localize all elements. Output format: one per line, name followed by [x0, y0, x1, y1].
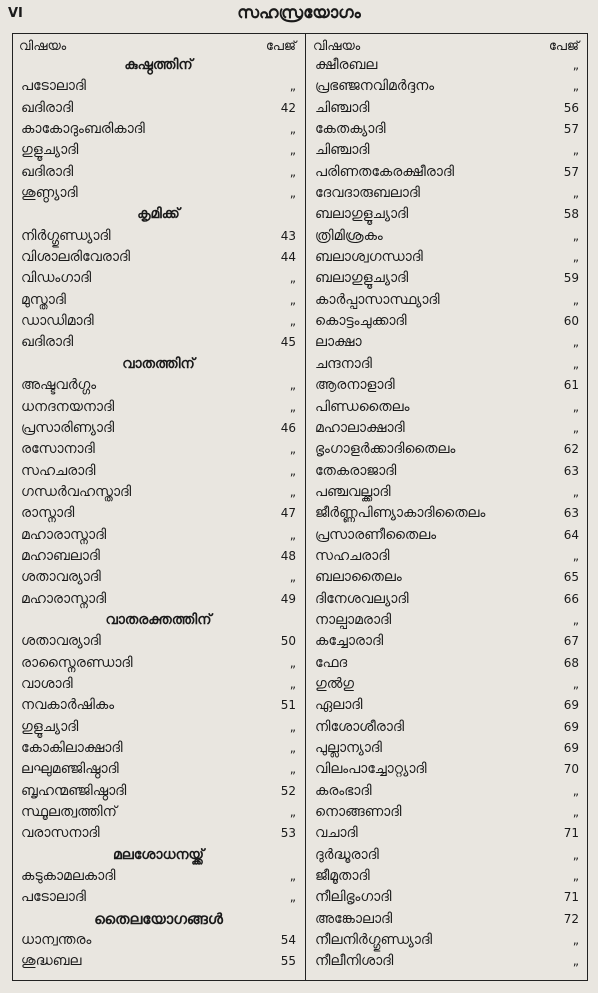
index-entry: [13, 461, 304, 482]
entry-name: ബലാശ്വഗന്ധാദി: [315, 249, 423, 266]
entry-name: കോകിലാക്ഷാദി: [21, 740, 123, 756]
entry-page: 69: [563, 698, 579, 713]
index-entry: [307, 823, 587, 844]
entry-name: നവകാർഷികം: [21, 697, 115, 714]
entry-name: ശതാവര്യാദി: [21, 569, 101, 586]
entry-name: ലഘുമഞ്ജിഷ്ഠാദി: [21, 761, 119, 778]
entry-name: നിർഗ്ഗുണ്ഡ്യാദി: [21, 227, 111, 244]
entry-name: മുസ്താദി: [21, 291, 66, 308]
entry-page: 71: [563, 890, 579, 905]
index-entry: [13, 823, 304, 844]
entry-page: 66: [563, 591, 579, 606]
section-heading: [13, 55, 304, 76]
index-entry: [307, 759, 587, 780]
entry-page: „: [289, 484, 296, 499]
entry-page: „: [289, 143, 296, 158]
entry-name: ഗന്ധർവഹസ്താദി: [21, 483, 132, 500]
entry-page: „: [572, 548, 579, 563]
entry-page: „: [572, 933, 579, 948]
entry-page: „: [289, 463, 296, 478]
entry-name: നീലിഭൃംഗാദി: [315, 889, 392, 906]
entry-name: ദുർദ്ധൂരാദി: [315, 846, 379, 863]
index-entry: [307, 461, 587, 482]
index-entry: [307, 866, 587, 887]
index-entry: [13, 247, 304, 268]
entry-name: കരംഭാദി: [315, 782, 372, 799]
entry-page: 68: [563, 655, 579, 670]
entry-page: „: [289, 869, 296, 884]
entry-name: രാസ്നൈരണ്ഡാദി: [21, 654, 133, 671]
entry-page: 72: [563, 911, 579, 926]
index-entry: [307, 55, 587, 76]
index-entry: [307, 98, 587, 119]
entry-page: 53: [280, 826, 296, 841]
entry-page: 63: [563, 463, 579, 478]
index-entry: [13, 482, 304, 503]
index-entry: [13, 930, 304, 951]
entry-page: 71: [563, 826, 579, 841]
index-entry: [13, 653, 304, 674]
entry-page: „: [572, 399, 579, 414]
entry-page: „: [289, 762, 296, 777]
entry-name: കച്ചോരാദി: [315, 633, 384, 650]
index-entry: [307, 204, 587, 225]
section-title: മലശോധനയ്ക്ക്: [112, 846, 204, 863]
entry-name: ഭൃംഗാളർക്കാദിതൈലം: [315, 441, 456, 458]
entry-name: ദിനേശവല്യാദി: [315, 590, 409, 607]
index-entry: [13, 375, 304, 396]
entry-page: „: [572, 847, 579, 862]
entry-name: പ്രസാരിണ്യാദി: [21, 419, 115, 436]
entry-page: „: [572, 186, 579, 201]
entry-page: „: [289, 442, 296, 457]
entry-name: ശുണ്ഠ്യാദി: [21, 185, 78, 202]
entry-page: „: [289, 399, 296, 414]
index-entry: [13, 162, 304, 183]
entry-name: ശുദ്ധബല: [21, 953, 82, 970]
entry-page: 61: [563, 378, 579, 393]
entry-name: പടോലാദി: [21, 889, 86, 906]
index-entry: [307, 162, 587, 183]
index-entry: [307, 695, 587, 716]
index-entry: [307, 439, 587, 460]
entry-name: കടുകാമലകാദി: [21, 868, 116, 885]
index-entry: [307, 354, 587, 375]
index-entry: [13, 140, 304, 161]
entry-page: 70: [563, 762, 579, 777]
entry-name: വരാസനാദി: [21, 825, 100, 842]
entry-name: രസോനാദി: [21, 441, 95, 458]
entry-name: ഏലാദി: [315, 697, 363, 714]
entry-page: „: [289, 186, 296, 201]
entry-page: „: [289, 527, 296, 542]
entry-page: „: [572, 143, 579, 158]
section-title: തൈലയോഗങ്ങൾ: [94, 909, 223, 928]
entry-name: മഹാലാക്ഷാദി: [315, 419, 405, 436]
entry-page: „: [572, 292, 579, 307]
entry-name: ഖദിരാദി: [21, 163, 74, 180]
index-entry: [13, 311, 304, 332]
entry-name: കേതക്യാദി: [315, 121, 386, 138]
index-entry: [13, 290, 304, 311]
entry-name: മഹാരാസ്നാദി: [21, 590, 107, 607]
entry-page: 64: [563, 527, 579, 542]
entry-page: „: [289, 378, 296, 393]
entry-page: „: [289, 271, 296, 286]
index-entry: [13, 397, 304, 418]
index-entry: [307, 268, 587, 289]
index-entry: [13, 951, 304, 972]
index-entry: [13, 546, 304, 567]
entry-name: പഞ്ചവല്ക്കാദി: [315, 483, 391, 500]
index-entry: [307, 610, 587, 631]
index-entry: [307, 738, 587, 759]
index-entry: [13, 738, 304, 759]
entry-page: 57: [563, 164, 579, 179]
entry-name: നീലനിർഗ്ഗുണ്ഡ്യാദി: [315, 932, 432, 949]
entry-name: സ്ഥൂലത്വത്തിന്: [21, 804, 117, 821]
entry-name: ബലാതൈലം: [315, 569, 402, 586]
entry-page: „: [289, 805, 296, 820]
right-rows: [307, 55, 587, 973]
index-entry: [13, 589, 304, 610]
entry-name: ധാന്വന്തരം: [21, 932, 92, 949]
index-entry: [13, 781, 304, 802]
entry-name: ശതാവര്യാദി: [21, 633, 101, 650]
entry-page: 58: [563, 207, 579, 222]
entry-page: „: [289, 890, 296, 905]
index-entry: [13, 695, 304, 716]
entry-name: ചന്ദനാദി: [315, 355, 372, 372]
entry-name: ചിഞ്ചാദി: [315, 142, 370, 159]
entry-page: „: [289, 79, 296, 94]
entry-name: ബലാഗുളൂച്യാദി: [315, 206, 409, 223]
index-entry: [13, 674, 304, 695]
entry-name: പടോലാദി: [21, 78, 86, 95]
entry-page: 56: [563, 100, 579, 115]
entry-page: „: [572, 612, 579, 627]
entry-page: „: [289, 655, 296, 670]
entry-name: വിഡംഗാദി: [21, 270, 92, 287]
entry-name: പിണ്ഡതൈലം: [315, 398, 410, 415]
entry-page: 65: [563, 570, 579, 585]
entry-page: „: [289, 292, 296, 307]
entry-page: „: [572, 783, 579, 798]
entry-page: „: [289, 719, 296, 734]
entry-name: നാല്പാമരാദി: [315, 611, 392, 628]
entry-name: ധനദനയനാദി: [21, 398, 115, 415]
index-entry: [13, 503, 304, 524]
index-entry: [307, 631, 587, 652]
index-entry: [307, 226, 587, 247]
index-entry: [13, 76, 304, 97]
entry-name: ആരനാളാദി: [315, 377, 395, 394]
index-entry: [307, 503, 587, 524]
index-entry: [13, 268, 304, 289]
entry-name: മഹാബലാദി: [21, 547, 100, 564]
entry-name: ഗുൽഗു: [315, 675, 355, 692]
entry-name: തേകരാജാദി: [315, 462, 397, 479]
index-entry: [13, 631, 304, 652]
entry-name: ബൃഹന്മഞ്ജിഷ്ഠാദി: [21, 782, 127, 799]
entry-page: „: [572, 484, 579, 499]
index-entry: [13, 717, 304, 738]
index-entry: [13, 226, 304, 247]
entry-name: നിശോശീരാദി: [315, 718, 405, 735]
index-entry: [13, 759, 304, 780]
entry-page: 52: [280, 783, 296, 798]
entry-name: ചിഞ്ചാദി: [315, 99, 370, 116]
entry-page: 59: [563, 271, 579, 286]
index-entry: [307, 183, 587, 204]
index-entry: [307, 930, 587, 951]
section-title: കൃമിക്ക്: [137, 206, 180, 223]
entry-name: വാശാദി: [21, 675, 73, 692]
section-title: കുഷ്ഠത്തിന്: [124, 57, 193, 73]
entry-name: ലാക്ഷാ: [315, 334, 362, 351]
entry-page: „: [289, 122, 296, 137]
index-entry: [307, 119, 587, 140]
entry-page: 50: [280, 634, 296, 649]
entry-page: 49: [280, 591, 296, 606]
entry-name: അഷ്ടവർഗ്ഗം: [21, 377, 97, 394]
entry-page: „: [289, 314, 296, 329]
entry-page: 67: [563, 634, 579, 649]
entry-page: 69: [563, 741, 579, 755]
index-entry: [307, 332, 587, 353]
entry-name: സഹചരാദി: [21, 462, 96, 479]
section-heading: [13, 909, 304, 930]
index-entry: [13, 418, 304, 439]
entry-name: വിശാലരിവേരാദി: [21, 249, 131, 266]
entry-name: മഹാരാസ്നാദി: [21, 526, 107, 543]
index-entry: [13, 439, 304, 460]
index-entry: [13, 866, 304, 887]
index-entry: [307, 802, 587, 823]
entry-page: „: [289, 676, 296, 691]
entry-page: „: [572, 869, 579, 884]
entry-name: ജീമൂതാദി: [315, 868, 370, 885]
entry-name: ഖദിരാദി: [21, 334, 74, 351]
index-entry: [13, 567, 304, 588]
entry-page: 43: [280, 228, 296, 243]
entry-name: ഗുളൂച്യാദി: [21, 718, 79, 735]
index-entry: [307, 290, 587, 311]
page-header: പേജ്: [548, 39, 579, 54]
entry-page: „: [572, 805, 579, 820]
entry-name: വിലംപാച്ചോറ്റ്യാദി: [315, 761, 427, 778]
entry-name: അങ്കോലാദി: [315, 910, 393, 927]
index-entry: [307, 845, 587, 866]
index-entry: [307, 781, 587, 802]
entry-page: 57: [563, 122, 579, 137]
entry-page: „: [289, 741, 296, 755]
entry-name: രാസ്നാദി: [21, 505, 75, 522]
index-entry: [13, 525, 304, 546]
index-table: [12, 33, 588, 981]
entry-page: 48: [280, 548, 296, 563]
index-entry: [307, 567, 587, 588]
subject-header: വിഷയം: [313, 39, 361, 54]
section-heading: [13, 845, 304, 866]
entry-name: ഡാഡിമാദി: [21, 313, 94, 330]
index-entry: [307, 76, 587, 97]
entry-page: 62: [563, 442, 579, 457]
entry-page: „: [572, 420, 579, 435]
entry-name: നൊങ്ങണാദി: [315, 804, 402, 821]
index-entry: [307, 525, 587, 546]
entry-name: കാകോദുംബരികാദി: [21, 121, 145, 138]
entry-name: ഖദിരാദി: [21, 99, 74, 116]
page-header: പേജ്: [265, 39, 296, 54]
index-entry: [307, 674, 587, 695]
entry-name: ദേവദാരുബലാദി: [315, 185, 420, 202]
entry-page: „: [572, 335, 579, 350]
index-entry: [13, 332, 304, 353]
entry-name: സഹചരാദി: [315, 547, 390, 564]
index-entry: [307, 140, 587, 161]
entry-name: ഫേദ: [315, 654, 348, 671]
entry-name: നീലീനിശാദി: [315, 953, 394, 970]
entry-page: 55: [280, 954, 296, 969]
entry-name: ത്രിമിശ്രകം: [315, 227, 383, 244]
entry-page: „: [289, 570, 296, 585]
entry-page: 63: [563, 506, 579, 521]
entry-page: „: [572, 954, 579, 969]
entry-page: „: [572, 228, 579, 243]
page-number: VI: [8, 6, 23, 21]
entry-name: വചാദി: [315, 825, 358, 842]
entry-page: „: [572, 356, 579, 371]
entry-page: „: [572, 250, 579, 265]
index-entry: [13, 183, 304, 204]
index-entry: [307, 418, 587, 439]
entry-name: ബലാഗുളൂച്യാദി: [315, 270, 409, 287]
entry-name: പുല്ലാന്യാദി: [315, 740, 382, 756]
index-entry: [307, 653, 587, 674]
section-heading: [13, 204, 304, 225]
index-entry: [307, 909, 587, 930]
entry-name: പരിണതകേരക്ഷീരാദി: [315, 163, 454, 180]
subject-header: വിഷയം: [19, 39, 67, 54]
entry-name: ക്ഷീരബല: [315, 57, 378, 73]
index-entry: [307, 397, 587, 418]
section-heading: [13, 610, 304, 631]
section-title: വാതരക്തത്തിന്: [105, 611, 212, 628]
entry-page: „: [289, 164, 296, 179]
entry-page: „: [572, 676, 579, 691]
entry-page: 47: [280, 506, 296, 521]
index-entry: [307, 247, 587, 268]
index-entry: [307, 375, 587, 396]
entry-page: 46: [280, 420, 296, 435]
index-entry: [307, 951, 587, 972]
index-entry: [307, 311, 587, 332]
index-entry: [307, 717, 587, 738]
section-title: വാതത്തിന്: [122, 355, 195, 372]
entry-page: 54: [280, 933, 296, 948]
entry-page: 42: [280, 100, 296, 115]
entry-page: 44: [280, 250, 296, 265]
entry-page: „: [572, 79, 579, 94]
entry-name: കൊട്ടംചുക്കാദി: [315, 313, 407, 330]
left-rows: [13, 55, 304, 973]
entry-page: 60: [563, 314, 579, 329]
index-entry: [307, 589, 587, 610]
page-title: സഹസ്രയോഗം: [237, 3, 361, 23]
entry-name: പ്രഭഞ്ജനവിമർദ്ദനം: [315, 78, 435, 95]
left-column-header: [13, 36, 304, 56]
entry-name: കാർപ്പാസാസ്ഥ്യാദി: [315, 291, 440, 308]
section-heading: [13, 354, 304, 375]
index-entry: [307, 546, 587, 567]
entry-page: 51: [280, 698, 296, 713]
column-divider: [305, 34, 306, 980]
entry-page: „: [572, 58, 579, 72]
index-entry: [307, 482, 587, 503]
entry-name: ഗുളൂച്യാദി: [21, 142, 79, 159]
index-entry: [13, 98, 304, 119]
index-entry: [13, 887, 304, 908]
entry-page: 45: [280, 335, 296, 350]
index-entry: [13, 802, 304, 823]
entry-name: പ്രസാരണീതൈലം: [315, 526, 437, 543]
entry-name: ജീർണ്ണപിണ്യാകാദിതൈലം: [315, 505, 486, 522]
index-entry: [13, 119, 304, 140]
right-column-header: [307, 36, 587, 56]
entry-page: 69: [563, 719, 579, 734]
index-entry: [307, 887, 587, 908]
